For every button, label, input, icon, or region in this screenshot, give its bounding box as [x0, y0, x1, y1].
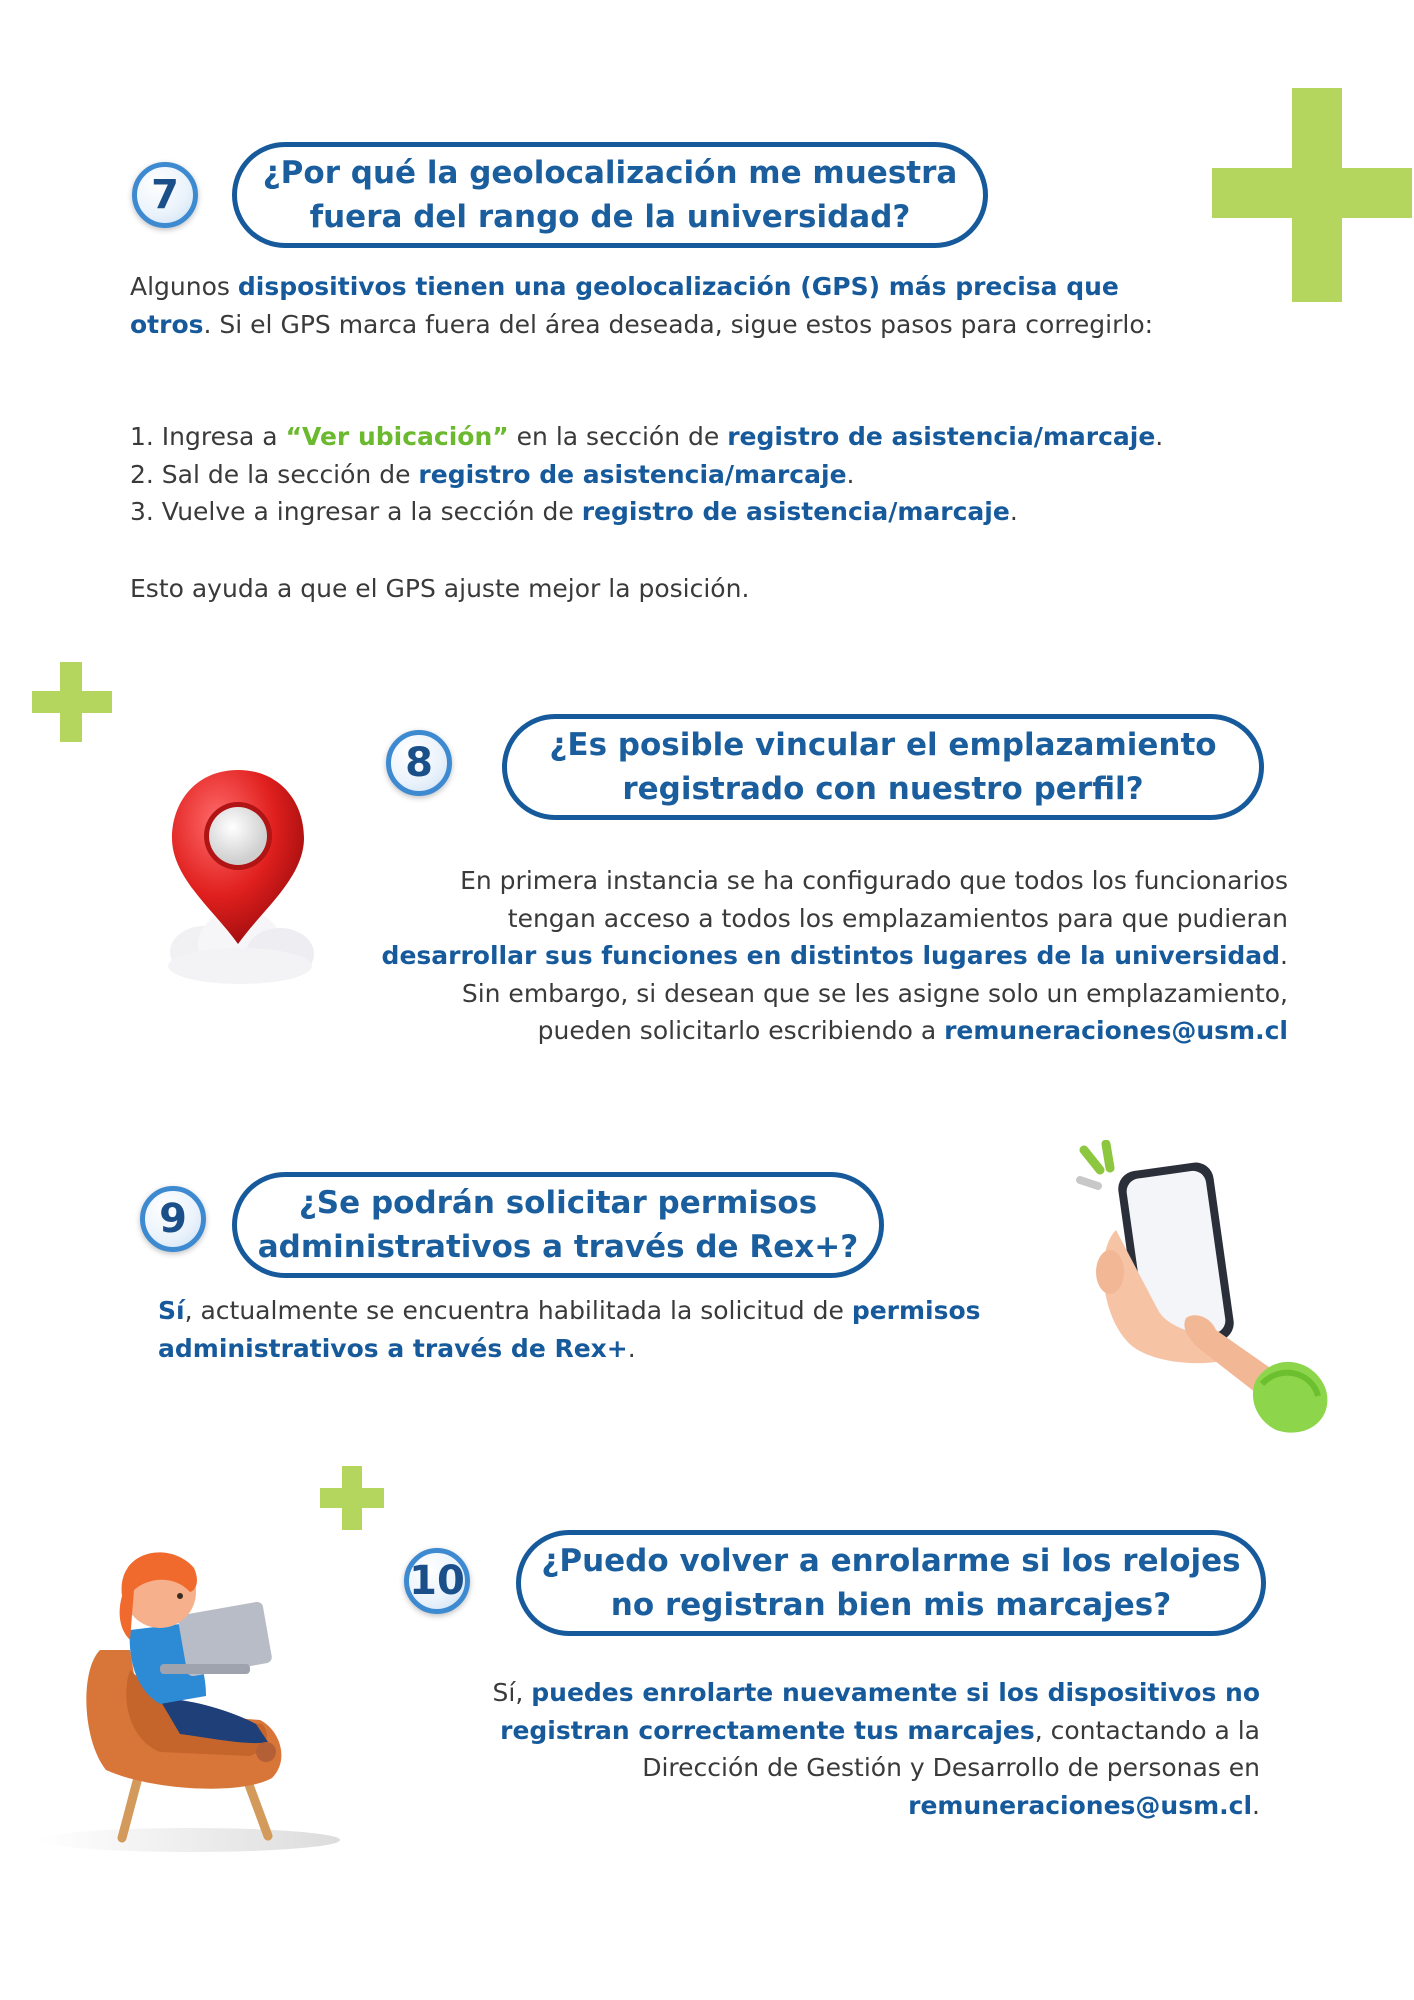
step-item: 1. Ingresa a “Ver ubicación” en la sección de registro de asistencia/marcaje.: [130, 422, 1164, 451]
answer-text: [130, 268, 1170, 343]
answer-text: [440, 1674, 1260, 1824]
plus-decoration-icon: [1212, 88, 1412, 302]
question-title: [516, 1530, 1266, 1636]
email-link[interactable]: remuneraciones@usm.cl: [908, 1790, 1253, 1820]
answer-text-span: . Si el GPS marca fuera del área deseada, sigue estos pasos para corregirlo:: [203, 309, 1154, 339]
question-line: administrativos a través de Rex+?: [257, 1229, 859, 1265]
email-link[interactable]: remuneraciones@usm.cl: [944, 1016, 1288, 1045]
answer-highlight: Sí: [158, 1296, 185, 1325]
hand-phone-icon: [1076, 1140, 1338, 1440]
step-item: 2. Sal de la sección de registro de asistencia/marcaje.: [130, 459, 855, 489]
question-title: [232, 142, 988, 248]
question-number-badge: 8: [386, 730, 452, 796]
question-line: registrado con nuestro perfil?: [622, 771, 1144, 807]
question-line: ¿Por qué la geolocalización me muestra: [262, 155, 958, 191]
answer-text-span: . Sin embargo, si desean que se les asigne solo un emplazamiento, pueden solicitarlo escribiendo a: [461, 941, 1288, 1045]
answer-text-span: En primera instancia se ha configurado que todos los funcionarios tengan acceso a todos los emplazamientos para que pudieran: [460, 866, 1288, 933]
step-item: 3. Vuelve a ingresar a la sección de registro de asistencia/marcaje.: [130, 497, 1018, 526]
answer-text-span: , actualmente se encuentra habilitada la solicitud de: [184, 1296, 852, 1325]
answer-highlight: registro de asistencia/marcaje: [581, 497, 1010, 526]
answer-text: [158, 1292, 1058, 1367]
question-number-badge: 7: [132, 162, 198, 228]
plus-decoration-icon: [32, 662, 112, 742]
location-pin-icon: [148, 760, 328, 990]
answer-text-span: , contactando a la Dirección de Gestión y Desarrollo de personas en: [642, 1715, 1260, 1782]
question-line: ¿Es posible vincular el emplazamiento: [549, 727, 1217, 763]
answer-text-span: Sí,: [492, 1678, 532, 1707]
question-line: no registran bien mis marcajes?: [610, 1587, 1172, 1623]
steps-list: [130, 418, 1250, 531]
closing-text: Esto ayuda a que el GPS ajuste mejor la posición.: [130, 574, 750, 603]
answer-text-span: Algunos: [130, 272, 238, 301]
question-title: [232, 1172, 884, 1278]
answer-text: [370, 862, 1288, 1050]
answer-highlight: registro de asistencia/marcaje: [418, 459, 847, 489]
answer-highlight: desarrollar sus funciones en distintos lugares de la universidad: [381, 941, 1281, 970]
answer-highlight: puedes enrolarte nuevamente si los dispositivos no registran correctamente tus marcajes: [500, 1678, 1260, 1745]
question-line: ¿Se podrán solicitar permisos: [298, 1185, 818, 1221]
answer-text-span: .: [1252, 1790, 1260, 1820]
question-line: fuera del rango de la universidad?: [309, 199, 911, 235]
woman-laptop-illustration: [10, 1520, 350, 1860]
answer-highlight: dispositivos tienen una geolocalización (GPS) más precisa que otros: [130, 272, 1119, 339]
question-title: [502, 714, 1264, 820]
answer-highlight: permisos administrativos a través de Rex+: [158, 1296, 981, 1363]
question-number-badge: 9: [140, 1186, 206, 1252]
answer-highlight: registro de asistencia/marcaje: [727, 422, 1156, 451]
question-line: ¿Puedo volver a enrolarme si los relojes: [541, 1543, 1241, 1579]
answer-text-span: .: [627, 1333, 636, 1363]
question-number-badge: 10: [404, 1548, 470, 1614]
ver-ubicacion-highlight: “Ver ubicación”: [285, 422, 509, 451]
